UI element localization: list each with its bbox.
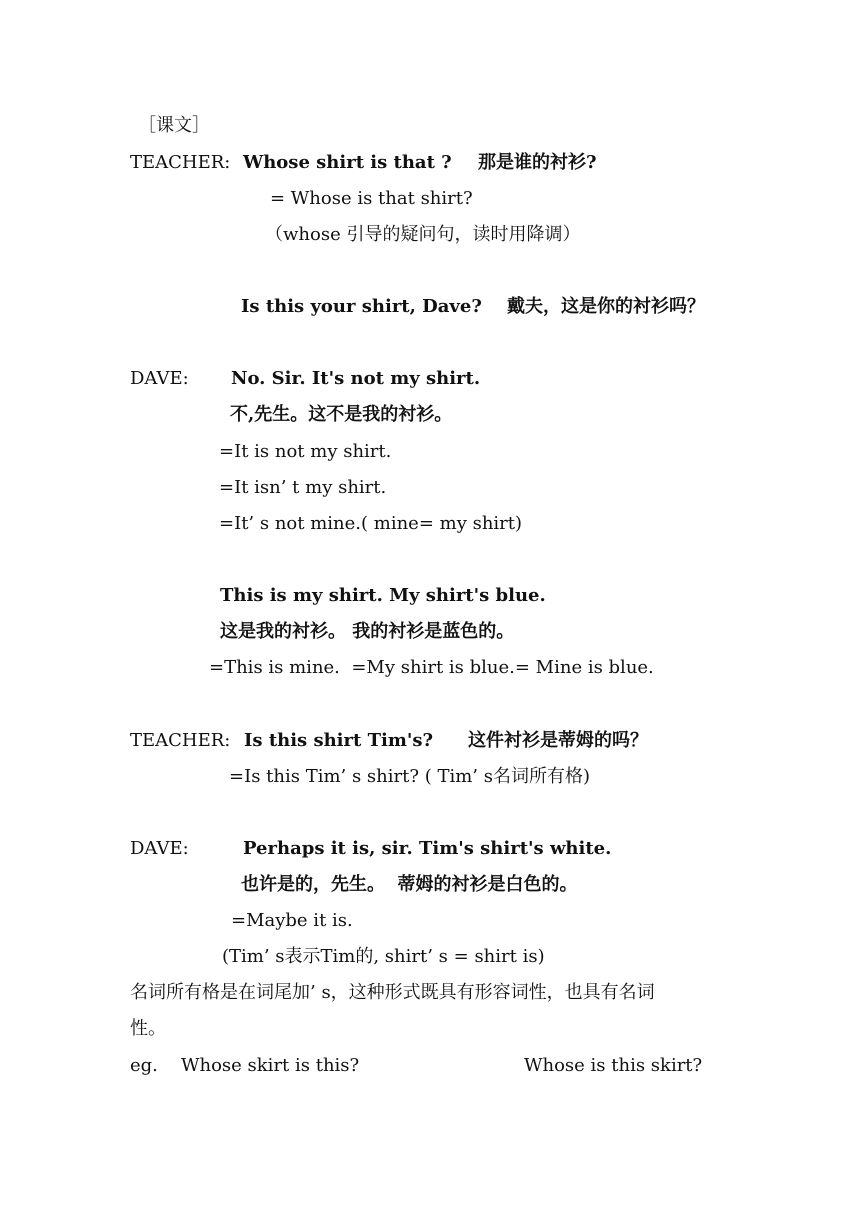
equivalent-line: = Whose is that shirt? xyxy=(270,188,473,209)
dialogue-cn: 这件衬衫是蒂姆的吗？ xyxy=(468,730,648,751)
speaker-label: TEACHER: xyxy=(130,730,231,751)
example-sentence: Whose skirt is this? xyxy=(181,1055,360,1076)
speaker-label: DAVE: xyxy=(130,838,189,859)
dialogue-en: This is my shirt. My shirt's blue. xyxy=(220,585,546,606)
dialogue-en: Is this your shirt, Dave? xyxy=(241,296,482,317)
grammar-rule: 性。 xyxy=(130,1018,166,1039)
grammar-note: （whose 引导的疑问句，读时用降调） xyxy=(265,224,581,245)
dialogue-cn: 也许是的，先生。 蒂姆的衬衫是白色的。 xyxy=(241,874,578,895)
dialogue-cn: 这是我的衬衫。 我的衬衫是蓝色的。 xyxy=(220,621,515,642)
dialogue-cn: 戴夫，这是你的衬衫吗？ xyxy=(507,296,705,317)
dialogue-en: Is this shirt Tim's? xyxy=(244,730,434,751)
example-sentence: Whose is this skirt? xyxy=(524,1055,703,1076)
equivalent-line: =It’ s not mine.( mine= my shirt) xyxy=(219,513,523,534)
grammar-rule: 名词所有格是在词尾加’ s，这种形式既具有形容词性，也具有名词 xyxy=(130,982,655,1003)
dialogue-en: Perhaps it is, sir. Tim's shirt's white. xyxy=(243,838,612,859)
dialogue-en: No. Sir. It's not my shirt. xyxy=(231,368,481,389)
equivalent-line: =Maybe it is. xyxy=(231,910,353,931)
equivalent-line: =This is mine. =My shirt is blue.= Mine is blue. xyxy=(209,657,654,678)
grammar-note: (Tim’ s表示Tim的, shirt’ s = shirt is) xyxy=(222,946,545,967)
equivalent-line: =Is this Tim’ s shirt? ( Tim’ s名词所有格) xyxy=(229,766,591,787)
dialogue-cn: 那是谁的衬衫? xyxy=(478,152,597,173)
speaker-label: DAVE: xyxy=(130,368,189,389)
dialogue-en: Whose shirt is that ? xyxy=(243,152,452,173)
speaker-label: TEACHER: xyxy=(130,152,231,173)
example-label: eg. xyxy=(130,1055,158,1076)
lesson-heading: ［课文］ xyxy=(138,115,210,136)
dialogue-cn: 不,先生。这不是我的衬衫。 xyxy=(230,404,453,425)
equivalent-line: =It isn’ t my shirt. xyxy=(219,477,387,498)
equivalent-line: =It is not my shirt. xyxy=(219,441,392,462)
